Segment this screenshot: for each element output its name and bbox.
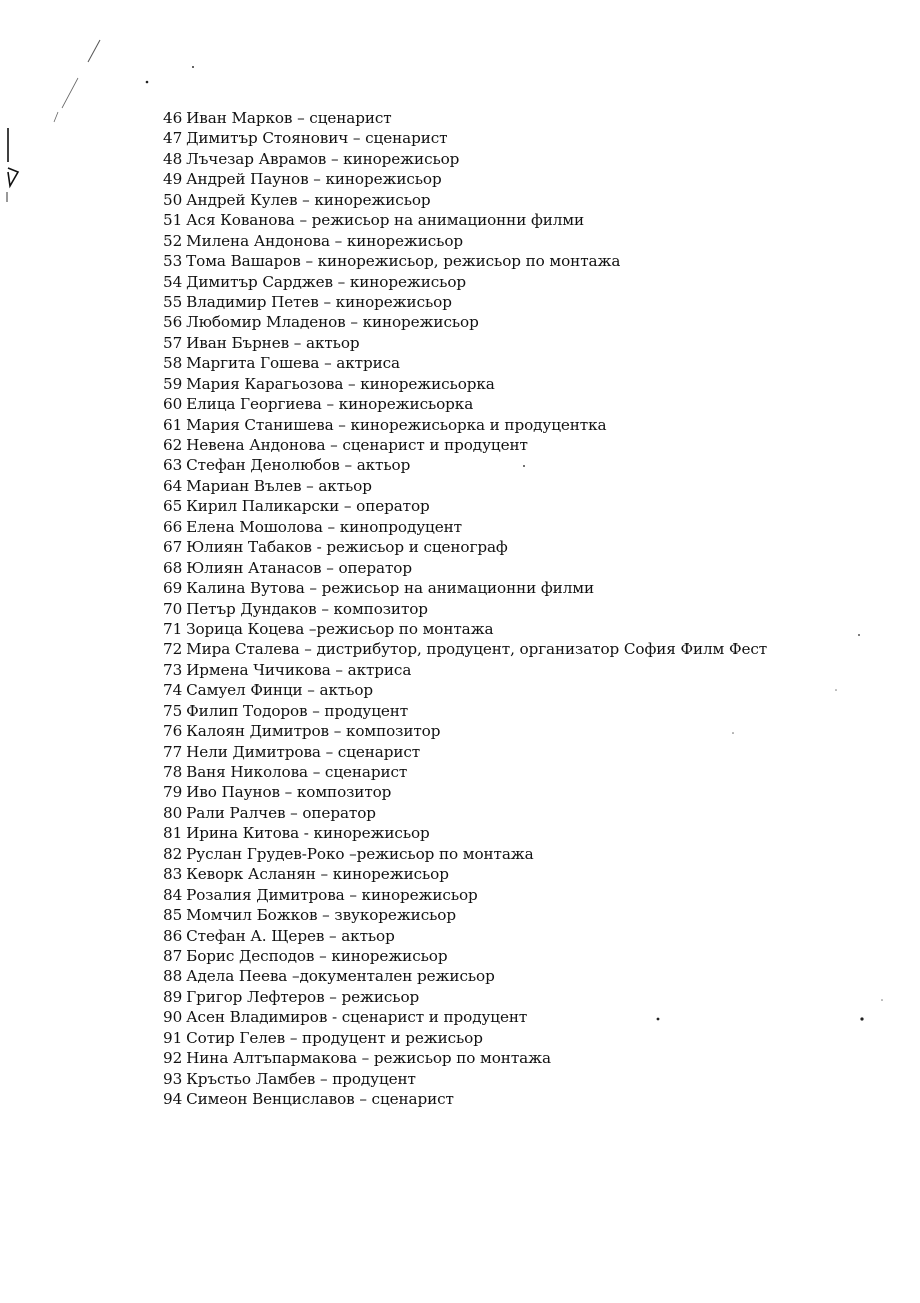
- list-item: [163, 762, 883, 782]
- list-item: [163, 803, 883, 823]
- item-number: 84: [163, 885, 183, 904]
- list-item: [163, 108, 883, 128]
- list-item: [163, 782, 883, 802]
- item-text: Мария Карагьозова – кинорежисьорка: [186, 374, 495, 393]
- item-text: Нели Димитрова – сценарист: [186, 742, 421, 761]
- list-item: [163, 660, 883, 680]
- list-item: [163, 639, 883, 659]
- list-item: [163, 578, 883, 598]
- item-number: 87: [163, 946, 183, 965]
- list-item: [163, 149, 883, 169]
- item-text: Елица Георгиева – кинорежисьорка: [186, 395, 474, 414]
- list-item: [163, 394, 883, 414]
- item-text: Сотир Гелев – продуцент и режисьор: [186, 1028, 483, 1047]
- item-text: Елена Мошолова – кинопродуцент: [186, 517, 462, 536]
- list-item: [163, 517, 883, 537]
- list-item: [163, 966, 883, 986]
- list-item: [163, 721, 883, 741]
- item-text: Андрей Кулев – кинорежисьор: [186, 190, 431, 209]
- item-number: 73: [163, 660, 183, 679]
- list-item: [163, 599, 883, 619]
- item-number: 81: [163, 824, 183, 843]
- item-text: Нина Алтъпармакова – режисьор по монтажа: [186, 1049, 551, 1068]
- item-number: 50: [163, 190, 183, 209]
- list-item: [163, 946, 883, 966]
- list-item: [163, 128, 883, 148]
- item-text: Момчил Божков – звукорежисьор: [186, 906, 456, 925]
- list-item: [163, 353, 883, 373]
- item-number: 78: [163, 763, 183, 781]
- item-number: 70: [163, 599, 183, 618]
- item-number: 48: [163, 149, 183, 168]
- item-number: 64: [163, 476, 183, 495]
- item-number: 85: [163, 906, 183, 925]
- item-text: Милена Андонова – кинорежисьор: [186, 231, 464, 250]
- item-number: 92: [163, 1049, 183, 1068]
- list-item: [163, 844, 883, 864]
- item-text: Борис Десподов – кинорежисьор: [186, 946, 448, 965]
- item-text: Мира Сталева – дистрибутор, продуцент, организатор София Филм Фест: [186, 640, 768, 659]
- item-number: 94: [163, 1090, 183, 1108]
- item-number: 91: [163, 1028, 183, 1047]
- item-text: Кеворк Асланян – кинорежисьор: [186, 865, 449, 884]
- item-number: 93: [163, 1069, 183, 1088]
- item-number: 83: [163, 865, 183, 884]
- list-item: [163, 987, 883, 1007]
- item-number: 54: [163, 272, 183, 291]
- list-item: [163, 864, 883, 884]
- item-number: 52: [163, 231, 183, 250]
- list-item: [163, 251, 883, 271]
- item-text: Мария Станишева – кинорежисьорка и продуцентка: [186, 415, 607, 434]
- item-text: Маргита Гошева – актриса: [186, 354, 400, 373]
- item-number: 80: [163, 803, 183, 822]
- list-item: [163, 1048, 883, 1068]
- list-item: [163, 231, 883, 251]
- item-text: Григор Лефтеров – режисьор: [186, 987, 420, 1006]
- item-text: Кръстьо Ламбев – продуцент: [186, 1069, 416, 1088]
- item-text: Юлиян Атанасов – оператор: [186, 558, 412, 577]
- item-number: 47: [163, 129, 183, 148]
- item-text: Руслан Грудев-Роко –режисьор по монтажа: [186, 844, 534, 863]
- item-number: 49: [163, 170, 183, 189]
- item-text: Ирина Китова - кинорежисьор: [186, 824, 430, 843]
- list-item: [163, 1069, 883, 1089]
- list-item: [163, 742, 883, 762]
- item-number: 61: [163, 415, 183, 434]
- item-text: Адела Пеева –документален режисьор: [186, 967, 495, 986]
- item-number: 76: [163, 722, 183, 741]
- item-number: 62: [163, 436, 183, 454]
- item-text: Иво Паунов – композитор: [186, 783, 392, 802]
- item-text: Петър Дундаков – композитор: [186, 599, 428, 618]
- item-text: Любомир Младенов – кинорежисьор: [186, 313, 479, 332]
- list-item: [163, 885, 883, 905]
- item-text: Кирил Паликарски – оператор: [186, 497, 430, 516]
- list-item: [163, 169, 883, 189]
- list-item: [163, 415, 883, 435]
- item-number: 86: [163, 926, 183, 945]
- item-text: Калоян Димитров – композитор: [186, 722, 441, 741]
- item-text: Ася Кованова – режисьор на анимационни филми: [186, 211, 585, 230]
- item-text: Лъчезар Аврамов – кинорежисьор: [186, 149, 460, 168]
- item-number: 60: [163, 395, 183, 414]
- list-item: [163, 374, 883, 394]
- item-number: 74: [163, 681, 183, 700]
- list-item: [163, 926, 883, 946]
- item-number: 63: [163, 456, 183, 475]
- item-text: Невена Андонова – сценарист и продуцент: [186, 436, 528, 454]
- item-number: 88: [163, 967, 183, 986]
- list-item: [163, 619, 883, 639]
- item-number: 56: [163, 313, 183, 332]
- item-text: Тома Вашаров – кинорежисьор, режисьор по монтажа: [186, 252, 621, 271]
- item-text: Иван Бърнев – актьор: [186, 333, 360, 352]
- item-text: Калина Вутова – режисьор на анимационни филми: [186, 579, 594, 598]
- item-text: Владимир Петев – кинорежисьор: [186, 292, 452, 311]
- item-text: Ваня Николова – сценарист: [186, 763, 408, 781]
- item-number: 71: [163, 619, 183, 638]
- item-number: 55: [163, 292, 183, 311]
- item-number: 75: [163, 701, 183, 720]
- item-text: Стефан Денолюбов – актьор: [186, 456, 411, 475]
- item-text: Филип Тодоров – продуцент: [186, 701, 409, 720]
- list-item: [163, 537, 883, 557]
- item-number: 90: [163, 1008, 183, 1027]
- item-text: Симеон Венциславов – сценарист: [186, 1090, 454, 1108]
- item-text: Розалия Димитрова – кинорежисьор: [186, 885, 478, 904]
- list-item: [163, 558, 883, 578]
- list-item: [163, 455, 883, 475]
- list-item: [163, 823, 883, 843]
- item-number: 67: [163, 538, 183, 557]
- list-item: [163, 333, 883, 353]
- item-number: 51: [163, 211, 183, 230]
- list-item: [163, 1007, 883, 1027]
- item-number: 68: [163, 558, 183, 577]
- item-number: 82: [163, 844, 183, 863]
- list-item: [163, 312, 883, 332]
- item-number: 69: [163, 579, 183, 598]
- list-item: [163, 272, 883, 292]
- item-number: 79: [163, 783, 183, 802]
- item-text: Ирмена Чичикова – актриса: [186, 660, 412, 679]
- item-text: Димитър Сарджев – кинорежисьор: [186, 272, 466, 291]
- list-item: [163, 496, 883, 516]
- item-text: Андрей Паунов – кинорежисьор: [186, 170, 442, 189]
- item-number: 46: [163, 109, 183, 127]
- item-number: 58: [163, 354, 183, 373]
- list-item: [163, 292, 883, 312]
- list-item: [163, 701, 883, 721]
- item-number: 57: [163, 333, 183, 352]
- item-number: 72: [163, 640, 183, 659]
- list-item: [163, 680, 883, 700]
- item-number: 89: [163, 987, 183, 1006]
- item-text: Димитър Стоянович – сценарист: [186, 129, 448, 148]
- item-text: Асен Владимиров - сценарист и продуцент: [186, 1008, 528, 1027]
- item-number: 59: [163, 374, 183, 393]
- list-item: [163, 210, 883, 230]
- item-text: Самуел Финци – актьор: [186, 681, 374, 700]
- list-item: [163, 476, 883, 496]
- item-number: 53: [163, 252, 183, 271]
- item-number: 77: [163, 742, 183, 761]
- item-number: 65: [163, 497, 183, 516]
- item-text: Рали Ралчев – оператор: [186, 803, 376, 822]
- list-item: [163, 905, 883, 925]
- item-text: Стефан А. Щерев – актьор: [186, 926, 395, 945]
- name-list: [163, 108, 883, 1109]
- list-item: [163, 1028, 883, 1048]
- item-text: Юлиян Табаков - режисьор и сценограф: [186, 538, 508, 557]
- item-number: 66: [163, 517, 183, 536]
- list-item: [163, 435, 883, 455]
- item-text: Иван Марков – сценарист: [186, 109, 392, 127]
- item-text: Мариан Вълев – актьор: [186, 476, 372, 495]
- item-text: Зорица Коцева –режисьор по монтажа: [186, 619, 494, 638]
- list-item: [163, 1089, 883, 1109]
- list-item: [163, 190, 883, 210]
